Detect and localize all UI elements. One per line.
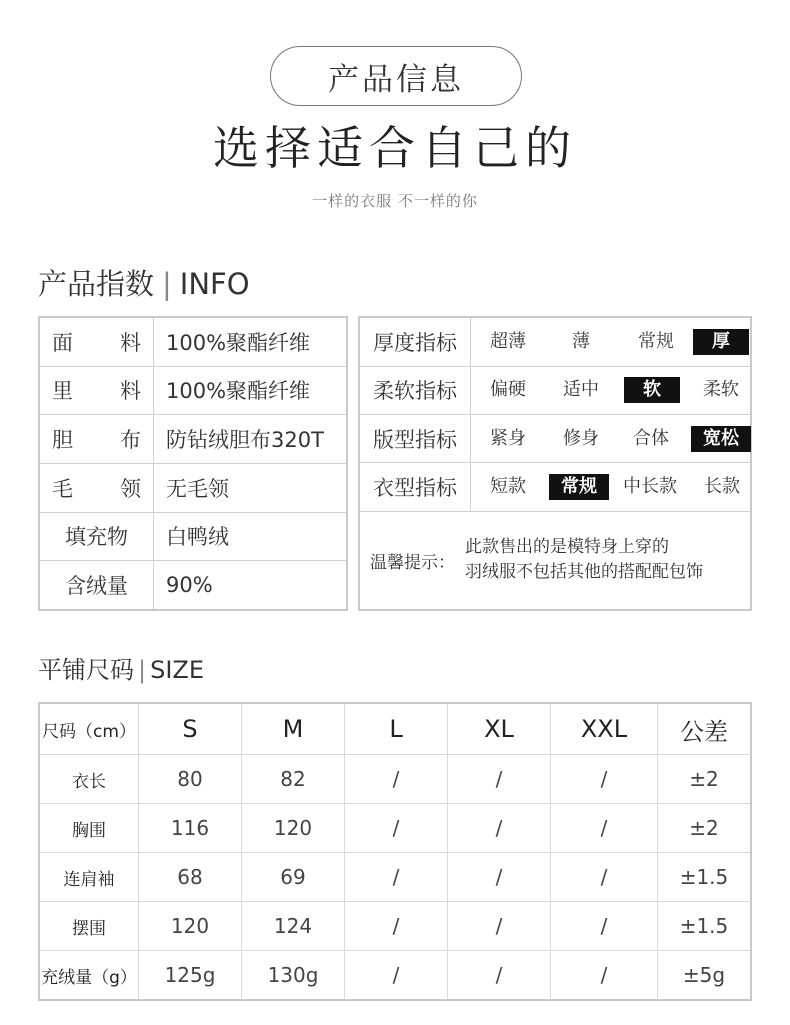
index-option: 短款 bbox=[490, 476, 526, 498]
tip-line: 此款售出的是模特身上穿的 bbox=[465, 537, 669, 558]
size-header-cell: 尺码（cm） bbox=[39, 703, 139, 755]
index-options bbox=[471, 414, 752, 462]
size-header-cell: S bbox=[139, 703, 242, 755]
size-table bbox=[38, 702, 752, 1001]
tip-row bbox=[359, 511, 751, 610]
size-cell: / bbox=[448, 853, 551, 902]
spec-row bbox=[39, 415, 347, 464]
index-label: 厚度指标 bbox=[359, 317, 471, 366]
size-row-label: 胸围 bbox=[39, 804, 139, 853]
index-option: 软 bbox=[624, 377, 680, 403]
size-cell: 68 bbox=[139, 853, 242, 902]
spec-key: 填充物 bbox=[39, 512, 154, 561]
index-options bbox=[471, 317, 752, 366]
spec-key: 毛 领 bbox=[39, 463, 154, 512]
index-option: 厚 bbox=[693, 329, 749, 355]
size-row bbox=[39, 951, 751, 1001]
spec-row bbox=[39, 317, 347, 366]
size-cell: / bbox=[345, 804, 448, 853]
size-cell: ±2 bbox=[658, 804, 752, 853]
size-header-cell: 公差 bbox=[658, 703, 752, 755]
size-cell: / bbox=[448, 951, 551, 1001]
index-table bbox=[358, 316, 752, 611]
size-cell: / bbox=[551, 902, 658, 951]
section-badge bbox=[270, 46, 522, 106]
size-cell: 120 bbox=[139, 902, 242, 951]
spec-value: 90% bbox=[154, 561, 348, 610]
size-cell: 124 bbox=[242, 902, 345, 951]
size-cell: / bbox=[345, 902, 448, 951]
index-option: 合体 bbox=[633, 427, 669, 449]
index-row bbox=[359, 366, 751, 414]
index-label: 版型指标 bbox=[359, 414, 471, 462]
index-options bbox=[471, 463, 752, 511]
spec-key: 胆 布 bbox=[39, 415, 154, 464]
size-row-label: 充绒量（g） bbox=[39, 951, 139, 1001]
spec-row bbox=[39, 463, 347, 512]
spec-key: 面 料 bbox=[39, 317, 154, 366]
size-header-row bbox=[39, 703, 751, 755]
index-option: 长款 bbox=[704, 476, 740, 498]
spec-value: 100%聚酯纤维 bbox=[154, 317, 348, 366]
index-option: 常规 bbox=[549, 474, 609, 500]
index-option: 常规 bbox=[638, 330, 674, 352]
size-header-cell: L bbox=[345, 703, 448, 755]
spec-value: 无毛领 bbox=[154, 463, 348, 512]
size-cell: ±2 bbox=[658, 755, 752, 804]
size-cell: 120 bbox=[242, 804, 345, 853]
size-cell: / bbox=[448, 755, 551, 804]
spec-row bbox=[39, 366, 347, 415]
size-header-cell: XL bbox=[448, 703, 551, 755]
size-row-label: 摆围 bbox=[39, 902, 139, 951]
size-cell: ±5g bbox=[658, 951, 752, 1001]
size-cell: ±1.5 bbox=[658, 902, 752, 951]
tagline: 一样的衣服 不一样的你 bbox=[312, 192, 478, 210]
index-label: 柔软指标 bbox=[359, 366, 471, 414]
index-row bbox=[359, 317, 751, 366]
index-row bbox=[359, 414, 751, 462]
spec-value: 100%聚酯纤维 bbox=[154, 366, 348, 415]
spec-row bbox=[39, 512, 347, 561]
index-option: 薄 bbox=[572, 330, 590, 352]
size-row bbox=[39, 804, 751, 853]
index-option: 适中 bbox=[563, 379, 599, 401]
size-row bbox=[39, 902, 751, 951]
spec-row bbox=[39, 561, 347, 610]
index-option: 宽松 bbox=[691, 426, 751, 452]
index-option: 超薄 bbox=[490, 330, 526, 352]
size-cell: / bbox=[345, 853, 448, 902]
size-cell: / bbox=[551, 853, 658, 902]
tip-cell bbox=[359, 511, 751, 610]
size-header-cell: XXL bbox=[551, 703, 658, 755]
size-cell: 125g bbox=[139, 951, 242, 1001]
index-option: 紧身 bbox=[490, 427, 526, 449]
size-row-label: 衣长 bbox=[39, 755, 139, 804]
size-cell: 116 bbox=[139, 804, 242, 853]
index-row bbox=[359, 463, 751, 511]
spec-value: 白鸭绒 bbox=[154, 512, 348, 561]
spec-key: 含绒量 bbox=[39, 561, 154, 610]
index-option: 修身 bbox=[563, 427, 599, 449]
spec-key: 里 料 bbox=[39, 366, 154, 415]
size-cell: / bbox=[448, 804, 551, 853]
size-cell: / bbox=[345, 755, 448, 804]
size-cell: / bbox=[551, 951, 658, 1001]
info-title-separator: | bbox=[162, 267, 172, 301]
size-cell: 130g bbox=[242, 951, 345, 1001]
size-cell: 69 bbox=[242, 853, 345, 902]
spec-value: 防钻绒胆布320T bbox=[154, 415, 348, 464]
index-label: 衣型指标 bbox=[359, 463, 471, 511]
size-cell: 80 bbox=[139, 755, 242, 804]
spec-table bbox=[38, 316, 348, 611]
index-option: 偏硬 bbox=[490, 379, 526, 401]
size-section-title bbox=[38, 652, 204, 688]
size-cell: ±1.5 bbox=[658, 853, 752, 902]
page-headline: 选择适合自己的 bbox=[213, 121, 577, 175]
size-cell: / bbox=[551, 755, 658, 804]
index-option: 柔软 bbox=[703, 379, 739, 401]
index-option: 中长款 bbox=[623, 476, 677, 498]
size-cell: / bbox=[551, 804, 658, 853]
size-row-label: 连肩袖 bbox=[39, 853, 139, 902]
size-header-cell: M bbox=[242, 703, 345, 755]
size-cell: 82 bbox=[242, 755, 345, 804]
info-title-cn: 产品指数 bbox=[38, 267, 155, 301]
info-section-title bbox=[38, 266, 250, 302]
size-cell: / bbox=[345, 951, 448, 1001]
info-title-en: INFO bbox=[179, 267, 250, 301]
size-title-cn: 平铺尺码 bbox=[38, 656, 134, 684]
index-options bbox=[471, 366, 752, 414]
size-row bbox=[39, 755, 751, 804]
tip-label: 温馨提示： bbox=[370, 552, 455, 573]
tip-line: 羽绒服不包括其他的搭配配包饰 bbox=[465, 562, 703, 583]
badge-text: 产品信息 bbox=[328, 61, 464, 98]
size-title-separator: | bbox=[138, 656, 147, 684]
size-title-en: SIZE bbox=[150, 656, 205, 684]
size-cell: / bbox=[448, 902, 551, 951]
size-row bbox=[39, 853, 751, 902]
